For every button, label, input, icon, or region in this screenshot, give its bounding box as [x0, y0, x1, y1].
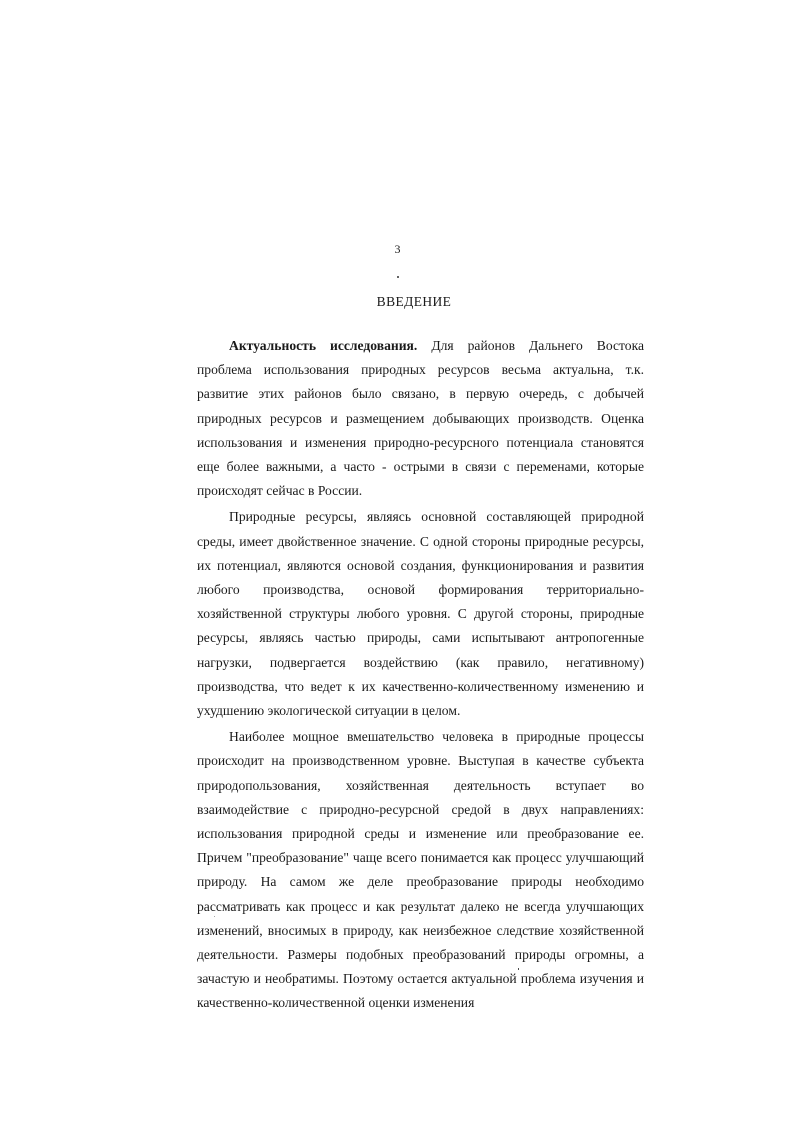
paragraph-text: Для районов Дальнего Востока проблема использования природных ресурсов весьма актуальна, т.к. развитие этих районов было связано, в первую очередь, с добычей природных ресурсов и размещением добывающих производств. Оценка использования и изменения природно-ресурсного потенциала становятся еще более важными, а часто - острыми в связи с переменами, которые происходят сейчас в России.: [197, 338, 644, 499]
page-number: 3: [394, 242, 401, 256]
paragraph-natural-resources: [197, 505, 644, 723]
paragraph-intervention: [197, 725, 644, 1015]
paragraph-relevance: [197, 334, 644, 503]
paragraph-lead: Актуальность исследования.: [229, 338, 418, 353]
paragraph-text: Наиболее мощное вмешательство человека в природные процессы происходит на производственном уровне. Выступая в качестве субъекта природопользования, хозяйственная деятельность вступает во взаимодействие с природно-ресурсной средой в двух направлениях: использования природной среды и изменение или преобразование ее. Причем "преобразование" чаще всего понимается как процесс улучшающий природу. На самом же деле преобразование природы необходимо рассматривать как процесс и как результат далеко не всегда улучшающих изменений, вносимых в природу, как неизбежное следствие хозяйственной деятельности. Размеры подобных преобразований природы огромны, а зачастую и необратимы. Поэтому остается актуальной проблема изучения и качественно-количественной оценки изменения: [197, 729, 644, 1011]
section-heading: ВВЕДЕНИЕ: [376, 294, 452, 309]
body-text: [197, 334, 644, 1016]
scan-speck: [397, 276, 399, 278]
paragraph-text: Природные ресурсы, являясь основной составляющей природной среды, имеет двойственное значение. С одной стороны природные ресурсы, их потенциал, являются основой создания, функционирования и развития любого производства, основой формирования территориально-хозяйственной структуры любого уровня. С другой стороны, природные ресурсы, являясь частью природы, сами испытывают антропогенные нагрузки, подвергается воздействию (как правило, негативному) производства, что ведет к их качественно-количественному изменению и ухудшению экологической ситуации в целом.: [197, 509, 644, 719]
